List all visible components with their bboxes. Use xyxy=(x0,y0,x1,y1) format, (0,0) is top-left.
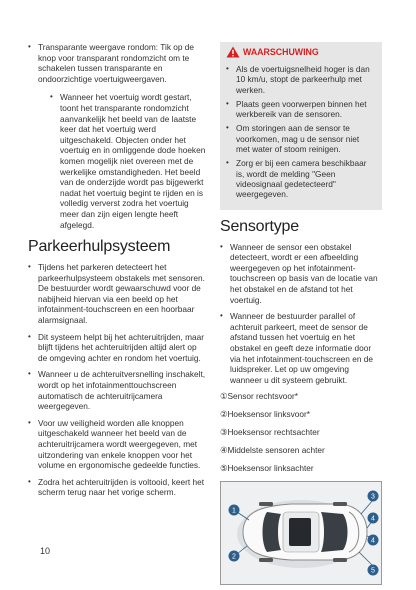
svg-text:4: 4 xyxy=(371,515,375,523)
list-item: • Dit systeem helpt bij het achteruitrijden, maar blijft tijdens het achteruitrijden altijd alert op de omgeving achter en rondom het voertuig. xyxy=(28,332,206,364)
warning-box xyxy=(220,42,382,210)
callout-4-lower xyxy=(368,535,379,546)
callout-1 xyxy=(229,505,240,516)
sensor-legend-item: ①Sensor rechtsvoor* xyxy=(220,391,298,402)
section-heading-sensor-type: Sensortype xyxy=(220,217,299,235)
warning-item: • Plaats geen voorwerpen binnen het werkbereik van de sensoren. xyxy=(226,99,374,120)
car-sensor-diagram xyxy=(220,481,382,585)
list-item: • Wanneer de sensor een obstakel detecteert, wordt er een afbeelding weergegeven op het infotainment-touchscreen op basis van de locatie van het obstakel en de afstand tot het voertuig. xyxy=(220,242,382,306)
warning-title: WAARSCHUWING xyxy=(243,47,319,57)
left-column xyxy=(28,42,206,504)
sub-list xyxy=(38,92,206,230)
page-number: 10 xyxy=(40,546,51,556)
car-top-view-illustration xyxy=(221,482,381,584)
list-item: • Tijdens het parkeren detecteert het parkeerhulpsysteem obstakels met sensoren. De bestuurder wordt gewaarschuwd voor de nabijheid hiervan via een beeld op het infotainment-touchscreen en een hoorbaar alarmsignaal. xyxy=(28,262,206,326)
warning-item: • Om storingen aan de sensor te voorkomen, mag u de sensor niet met water of stoom reinigen. xyxy=(226,123,374,154)
warning-item: • Zorg er bij een camera beschikbaar is, wordt de melding "Geen videosignaal gedetecteerd" weergegeven. xyxy=(226,158,374,199)
warning-list xyxy=(226,64,374,200)
callout-2 xyxy=(229,551,240,562)
right-column xyxy=(220,42,382,585)
list-item: • Zodra het achteruitrijden is voltooid, keert het scherm terug naar het vorige scherm. xyxy=(28,477,206,498)
svg-text:4: 4 xyxy=(371,537,375,545)
parking-assist-list xyxy=(28,262,206,498)
svg-text:2: 2 xyxy=(232,553,236,561)
warning-header xyxy=(226,46,374,58)
svg-text:5: 5 xyxy=(371,567,375,575)
sensor-legend-item: ③Hoeksensor rechtsachter xyxy=(220,427,320,438)
list-item: • Wanneer de bestuurder parallel of achteruit parkeert, meet de sensor de afstand tussen het voertuig en het obstakel en geeft deze informatie door via het infotainment-touchscreen en de luidspreker. Let op uw omgeving wanneer u dit systeem gebruikt. xyxy=(220,311,382,385)
list-item-text: Transparante weergave rondom: Tik op de knop voor transparant rondomzicht om te schakelen tussen transparante en ondoorzichtige voertuigweergaven. xyxy=(38,42,195,84)
warning-item: • Als de voertuigsnelheid hoger is dan 10 km/u, stopt de parkeerhulp met werken. xyxy=(226,64,374,95)
callout-4-upper xyxy=(368,513,379,524)
callout-5 xyxy=(368,565,379,576)
list-item: • Voor uw veiligheid worden alle knoppen uitgeschakeld wanneer het beeld van de achteruitrijcamera wordt weergegeven, met uitzondering van enkele knoppen voor het volume en ergonomische gedeelde functies. xyxy=(28,418,206,471)
list-item: • Wanneer u de achteruitversnelling inschakelt, wordt op het infotainmenttouchscreen automatisch de achteruitrijcamera weergegeven. xyxy=(28,369,206,411)
transparent-view-list xyxy=(28,42,206,230)
warning-triangle-icon xyxy=(226,46,240,58)
sensor-legend xyxy=(220,391,382,473)
sensor-legend-item: ②Hoeksensor linksvoor* xyxy=(220,409,310,420)
list-item xyxy=(28,42,206,230)
sensor-legend-item: ⑤Hoeksensor linksachter xyxy=(220,463,314,474)
sub-list-item: • Wanneer het voertuig wordt gestart, toont het transparante rondomzicht aanvankelijk het beeld van de laatste keer dat het voertuig werd uitgeschakeld. Objecten onder het voertuig en in omliggende dode hoeken komen mogelijk niet overeen met de werkelijke omstandigheden. Het beeld van de onderzijde wordt pas bijgewerkt nadat het voertuig begint te rijden en is volledig ververst zodra het voertuig meer dan zijn eigen lengte heeft afgelegd. xyxy=(50,92,206,230)
svg-text:3: 3 xyxy=(371,493,375,501)
section-heading-parking-assist: Parkeerhulpsysteem xyxy=(28,238,171,256)
sensor-legend-item: ④Middelste sensoren achter xyxy=(220,445,325,456)
svg-text:1: 1 xyxy=(232,507,236,515)
callout-3 xyxy=(368,491,379,502)
sensor-type-list xyxy=(220,242,382,386)
